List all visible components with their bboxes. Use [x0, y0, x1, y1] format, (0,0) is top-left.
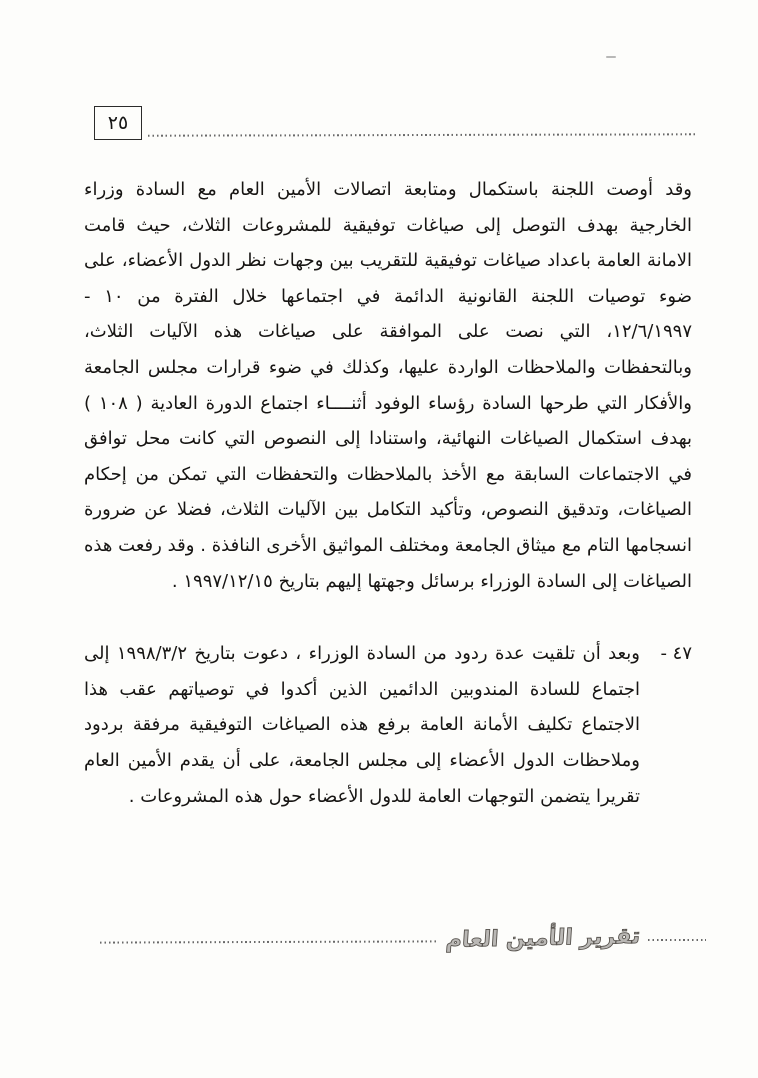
- footer-dotted-rule-left: [100, 940, 438, 943]
- footer-stamp: تقرير الأمين العام: [444, 923, 641, 954]
- numbered-item-47: [84, 636, 692, 814]
- header-dotted-rule: [148, 133, 696, 136]
- scan-artifact: [606, 56, 616, 58]
- page-number-box: [94, 106, 142, 140]
- document-body: [84, 172, 692, 814]
- page-number: ٢٥: [107, 112, 129, 134]
- page-footer: [100, 923, 706, 954]
- paragraph-communications: وقد أوصت اللجنة باستكمال ومتابعة اتصالات الأمين العام مع السادة وزراء الخارجية بهدف التوصل إلى صياغات توفيقية للمشروعات الثلاث، حيث قامت الامانة العامة باعداد صياغات توفيقية للتقريب بين وجهات نظر الدول الأعضاء، على ضوء توصيات اللجنة القانونية الدائمة في اجتماعها خلال الفترة من ١٠ - ١٢/٦/١٩٩٧، التي نصت على الموافقة على صياغات هذه الآليات الثلاث، وبالتحفظات والملاحظات الواردة عليها، وكذلك في ضوء قرارات مجلس الجامعة والأفكار التي طرحها السادة رؤساء الوفود أثنــــاء اجتماع الدورة العادية ( ١٠٨ ) بهدف استكمال الصياغات النهائية، واستنادا إلى النصوص التي كانت محل توافق في الاجتماعات السابقة مع الأخذ بالملاحظات والتحفظات التي تمكن من إحكام الصياغات، وتدقيق النصوص، وتأكيد التكامل بين الآليات الثلاث، فضلا عن ضرورة انسجامها التام مع ميثاق الجامعة ومختلف المواثيق الأخرى النافذة . وقد رفعت هذه الصياغات إلى السادة الوزراء برسائل وجهتها إليهم بتاريخ ١٩٩٧/١٢/١٥ .: [84, 179, 692, 592]
- footer-dotted-rule-right: [648, 939, 706, 941]
- item-47-marker: ٤٧ -: [660, 643, 692, 665]
- item-47-text: وبعد أن تلقيت عدة ردود من السادة الوزراء ، دعوت بتاريخ ١٩٩٨/٣/٢ إلى اجتماع للسادة المندوبين الدائمين الذين أكدوا في توصياتهم عقب هذا الاجتماع تكليف الأمانة العامة برفع هذه الصياغات التوفيقية مرفقة بردود وملاحظات الدول الأعضاء إلى مجلس الجامعة، على أن يقدم الأمين العام تقريرا يتضمن التوجهات العامة للدول الأعضاء حول هذه المشروعات .: [84, 643, 640, 807]
- page-header: [94, 106, 696, 140]
